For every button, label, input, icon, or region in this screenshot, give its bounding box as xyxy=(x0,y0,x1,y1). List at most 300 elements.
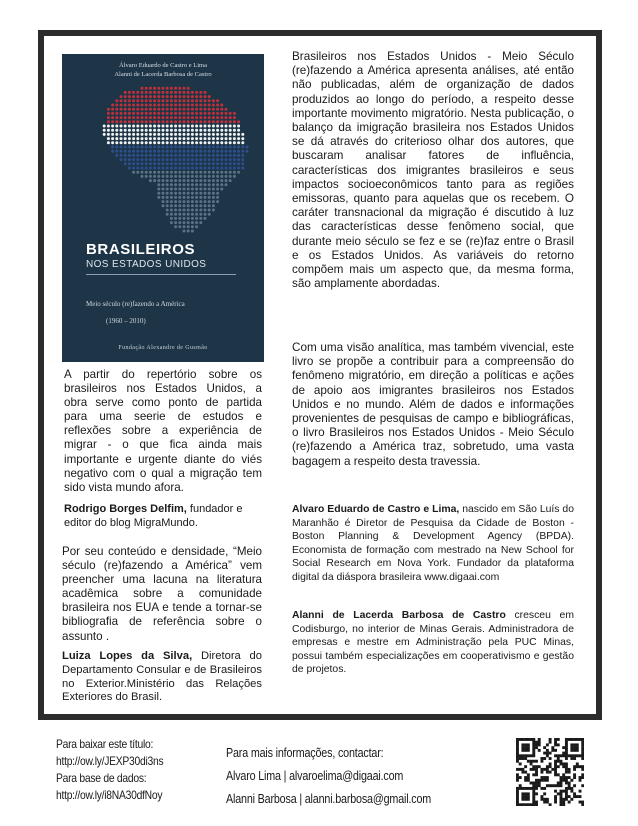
qr-module xyxy=(573,765,576,768)
map-dot xyxy=(204,183,207,186)
map-dot xyxy=(149,167,152,170)
qr-module xyxy=(581,746,584,749)
qr-module xyxy=(524,757,527,760)
map-dot xyxy=(183,192,186,195)
qr-module xyxy=(581,776,584,779)
map-dot xyxy=(107,108,110,111)
map-dot xyxy=(166,162,169,165)
map-dot xyxy=(136,129,139,132)
map-dot xyxy=(187,146,190,149)
map-dot xyxy=(204,171,207,174)
map-dot xyxy=(145,91,148,94)
map-dot xyxy=(208,120,211,123)
map-dot xyxy=(178,221,181,224)
map-dot xyxy=(124,116,127,119)
map-dot xyxy=(174,137,177,140)
map-dot xyxy=(132,162,135,165)
qr-module xyxy=(532,787,535,790)
map-dot xyxy=(216,133,219,136)
map-dot xyxy=(187,133,190,136)
qr-module xyxy=(532,765,535,768)
map-dot xyxy=(225,158,228,161)
map-dot xyxy=(204,167,207,170)
map-dot xyxy=(162,167,165,170)
qr-module xyxy=(554,768,557,771)
qr-module xyxy=(549,757,552,760)
qr-module xyxy=(527,776,530,779)
map-dot xyxy=(204,200,207,203)
map-dot xyxy=(183,129,186,132)
qr-module xyxy=(576,754,579,757)
qr-module xyxy=(573,749,576,752)
map-dot xyxy=(157,167,160,170)
map-dot xyxy=(153,99,156,102)
map-dot xyxy=(204,192,207,195)
map-dot xyxy=(149,133,152,136)
map-dot xyxy=(115,141,118,144)
map-dot xyxy=(191,137,194,140)
cover-divider xyxy=(86,274,236,275)
map-dot xyxy=(191,230,194,233)
map-dot xyxy=(145,125,148,128)
map-dot xyxy=(162,162,165,165)
map-dot xyxy=(191,91,194,94)
contact-alanni[interactable]: Alanni Barbosa | alanni.barbosa@gmail.com xyxy=(226,792,432,806)
qr-module xyxy=(527,738,530,741)
qr-module xyxy=(521,771,524,774)
map-dot xyxy=(141,158,144,161)
qr-module xyxy=(565,749,568,752)
map-dot xyxy=(216,150,219,153)
map-dot xyxy=(204,146,207,149)
map-dot xyxy=(187,141,190,144)
qr-module xyxy=(562,773,565,776)
qr-module xyxy=(568,776,571,779)
map-dot xyxy=(170,200,173,203)
qr-module xyxy=(535,787,538,790)
map-dot xyxy=(136,125,139,128)
map-dot xyxy=(157,192,160,195)
map-dot xyxy=(233,175,236,178)
map-dot xyxy=(128,133,131,136)
map-dot xyxy=(149,120,152,123)
qr-module xyxy=(565,790,568,793)
qr-module xyxy=(530,803,533,806)
map-dot xyxy=(141,146,144,149)
qr-module xyxy=(540,787,543,790)
map-dot xyxy=(120,133,123,136)
qr-module xyxy=(568,768,571,771)
map-dot xyxy=(225,125,228,128)
map-dot xyxy=(174,192,177,195)
map-dot xyxy=(183,108,186,111)
map-dot xyxy=(225,179,228,182)
qr-module xyxy=(540,757,543,760)
map-dot xyxy=(187,225,190,228)
qr-module xyxy=(565,741,568,744)
map-dot xyxy=(149,99,152,102)
map-dot xyxy=(183,217,186,220)
qr-module xyxy=(527,749,530,752)
map-dot xyxy=(237,146,240,149)
map-dot xyxy=(170,209,173,212)
qr-module xyxy=(560,762,563,765)
quote-delfim: A partir do repertório sobre os brasileiros nos Estados Unidos, a obra serve como ponto de partida para uma seerie de estudos e reflexões sobre a experiência de migrar - o que fica ainda mais importante e urgente diante do viés negativo com o qual a migração tem sido vista mundo afora. xyxy=(64,368,262,494)
map-dot xyxy=(178,196,181,199)
qr-module xyxy=(519,784,522,787)
map-dot xyxy=(103,125,106,128)
map-dot xyxy=(145,95,148,98)
map-dot xyxy=(220,188,223,191)
map-dot xyxy=(111,133,114,136)
map-dot xyxy=(153,137,156,140)
map-dot xyxy=(187,99,190,102)
qr-module xyxy=(516,773,519,776)
map-dot xyxy=(237,133,240,136)
map-dot xyxy=(157,141,160,144)
qr-module xyxy=(521,749,524,752)
map-dot xyxy=(225,108,228,111)
map-dot xyxy=(183,146,186,149)
map-dot xyxy=(183,230,186,233)
qr-module xyxy=(560,754,563,757)
map-dot xyxy=(220,179,223,182)
qr-module xyxy=(535,779,538,782)
map-dot xyxy=(162,183,165,186)
qr-module xyxy=(532,741,535,744)
map-dot xyxy=(229,162,232,165)
map-dot xyxy=(153,91,156,94)
map-dot xyxy=(191,213,194,216)
qr-module xyxy=(562,752,565,755)
map-dot xyxy=(187,91,190,94)
map-dot xyxy=(149,162,152,165)
map-dot xyxy=(166,158,169,161)
qr-module xyxy=(546,801,549,804)
qr-module xyxy=(530,738,533,741)
contact-alvaro[interactable]: Alvaro Lima | alvaroelima@digaai.com xyxy=(226,769,404,783)
map-dot xyxy=(120,146,123,149)
map-dot xyxy=(229,146,232,149)
map-dot xyxy=(174,104,177,107)
map-dot xyxy=(199,158,202,161)
map-dot xyxy=(124,133,127,136)
qr-module xyxy=(543,801,546,804)
map-dot xyxy=(170,188,173,191)
qr-module xyxy=(549,803,552,806)
map-dot xyxy=(208,213,211,216)
map-dot xyxy=(199,183,202,186)
map-dot xyxy=(111,116,114,119)
map-dot xyxy=(237,167,240,170)
map-dot xyxy=(153,125,156,128)
map-dot xyxy=(195,192,198,195)
map-dot xyxy=(178,188,181,191)
qr-module xyxy=(565,757,568,760)
database-link[interactable]: http://ow.ly/i8NA30dfNoy xyxy=(56,788,163,802)
map-dot xyxy=(132,137,135,140)
map-dot xyxy=(170,137,173,140)
map-dot xyxy=(157,150,160,153)
map-dot xyxy=(157,158,160,161)
map-dot xyxy=(157,171,160,174)
map-dot xyxy=(153,112,156,115)
map-dot xyxy=(153,179,156,182)
map-dot xyxy=(208,99,211,102)
map-dot xyxy=(162,171,165,174)
qr-module xyxy=(546,752,549,755)
map-dot xyxy=(212,116,215,119)
map-dot xyxy=(216,108,219,111)
map-dot xyxy=(208,125,211,128)
map-dot xyxy=(174,150,177,153)
map-dot xyxy=(178,87,181,90)
description-paragraph-1: Brasileiros nos Estados Unidos - Meio Século (re)fazendo a América apresenta análises, até então não publicadas, além de organização de dados produzidos ao longo do período, a respeito desse importante movimento migratório. Nesta publicação, o balanço da imigração brasileira nos Estados Unidos se dá através do criterioso olhar dos autores, que buscaram analisar fatores de influência, características dos imigrantes brasileiros e seus impactos socioeconômicos tanto para as regiões emissoras, quanto para aquelas que os recebem. O caráter transnacional da migração é discutido à luz das características desse fenômeno social, que durante meio século se fez e se (re)faz entre o Brasil e os Estados Unidos. As variáveis do retorno compõem mais um aspecto que, da mesma forma, são amplamente abordadas. xyxy=(292,50,574,291)
map-dot xyxy=(157,116,160,119)
qr-module xyxy=(527,803,530,806)
map-dot xyxy=(191,209,194,212)
map-dot xyxy=(120,95,123,98)
map-dot xyxy=(191,125,194,128)
map-dot xyxy=(124,108,127,111)
map-dot xyxy=(145,154,148,157)
map-dot xyxy=(212,179,215,182)
map-dot xyxy=(237,120,240,123)
map-dot xyxy=(145,137,148,140)
map-dot xyxy=(174,167,177,170)
map-dot xyxy=(157,125,160,128)
qr-module xyxy=(576,743,579,746)
qr-code-icon[interactable] xyxy=(516,738,584,806)
qr-module xyxy=(568,795,571,798)
map-dot xyxy=(166,188,169,191)
map-dot xyxy=(124,125,127,128)
qr-module xyxy=(538,743,541,746)
map-dot xyxy=(204,162,207,165)
map-dot xyxy=(191,188,194,191)
qr-module xyxy=(532,784,535,787)
qr-module xyxy=(521,787,524,790)
qr-module xyxy=(535,803,538,806)
map-dot xyxy=(136,112,139,115)
map-dot xyxy=(220,175,223,178)
qr-module xyxy=(521,746,524,749)
map-dot xyxy=(204,133,207,136)
map-dot xyxy=(157,112,160,115)
map-dot xyxy=(187,154,190,157)
qr-module xyxy=(540,771,543,774)
qr-module xyxy=(573,773,576,776)
qr-module xyxy=(546,754,549,757)
map-dot xyxy=(124,162,127,165)
download-link[interactable]: http://ow.ly/JEXP30di3ns xyxy=(56,754,164,768)
qr-module xyxy=(532,746,535,749)
map-dot xyxy=(208,171,211,174)
qr-module xyxy=(581,773,584,776)
qr-module xyxy=(516,798,519,801)
map-dot xyxy=(187,209,190,212)
map-dot xyxy=(191,108,194,111)
map-dot xyxy=(191,154,194,157)
map-dot xyxy=(124,112,127,115)
qr-module xyxy=(573,738,576,741)
qr-module xyxy=(570,790,573,793)
map-dot xyxy=(195,154,198,157)
map-dot xyxy=(162,200,165,203)
map-dot xyxy=(220,146,223,149)
map-dot xyxy=(216,192,219,195)
map-dot xyxy=(166,108,169,111)
map-dot xyxy=(195,196,198,199)
qr-module xyxy=(516,754,519,757)
map-dot xyxy=(212,183,215,186)
map-dot xyxy=(187,196,190,199)
map-dot xyxy=(111,146,114,149)
map-dot xyxy=(136,137,139,140)
brazil-map-flag-illustration xyxy=(62,54,264,362)
qr-module xyxy=(557,757,560,760)
map-dot xyxy=(149,146,152,149)
map-dot xyxy=(195,188,198,191)
qr-module xyxy=(579,765,582,768)
map-dot xyxy=(178,150,181,153)
qr-module xyxy=(527,792,530,795)
map-dot xyxy=(199,120,202,123)
map-dot xyxy=(170,192,173,195)
map-dot xyxy=(195,162,198,165)
map-dot xyxy=(128,150,131,153)
map-dot xyxy=(141,108,144,111)
map-dot xyxy=(128,104,131,107)
map-dot xyxy=(199,99,202,102)
map-dot xyxy=(132,167,135,170)
qr-module xyxy=(562,790,565,793)
map-dot xyxy=(149,104,152,107)
map-dot xyxy=(128,146,131,149)
map-dot xyxy=(183,116,186,119)
map-dot xyxy=(199,167,202,170)
cover-publisher: Fundação Alexandre de Gusmão xyxy=(118,345,208,351)
map-dot xyxy=(187,188,190,191)
qr-module xyxy=(562,798,565,801)
qr-module xyxy=(527,798,530,801)
map-dot xyxy=(178,133,181,136)
map-dot xyxy=(183,87,186,90)
map-dot xyxy=(115,146,118,149)
qr-module xyxy=(516,801,519,804)
map-dot xyxy=(204,95,207,98)
map-dot xyxy=(145,162,148,165)
map-dot xyxy=(170,141,173,144)
qr-module xyxy=(562,754,565,757)
qr-module xyxy=(524,798,527,801)
map-dot xyxy=(191,221,194,224)
map-dot xyxy=(115,133,118,136)
map-dot xyxy=(191,95,194,98)
map-dot xyxy=(183,204,186,207)
map-dot xyxy=(149,150,152,153)
map-dot xyxy=(166,91,169,94)
qr-module xyxy=(573,743,576,746)
map-dot xyxy=(220,129,223,132)
map-dot xyxy=(237,150,240,153)
qr-module xyxy=(581,741,584,744)
map-dot xyxy=(187,179,190,182)
map-dot xyxy=(153,150,156,153)
map-dot xyxy=(187,116,190,119)
map-dot xyxy=(170,133,173,136)
map-dot xyxy=(195,95,198,98)
map-dot xyxy=(191,183,194,186)
map-dot xyxy=(149,87,152,90)
map-dot xyxy=(132,116,135,119)
map-dot xyxy=(162,87,165,90)
qr-module xyxy=(546,784,549,787)
map-dot xyxy=(229,120,232,123)
map-dot xyxy=(204,209,207,212)
map-dot xyxy=(170,158,173,161)
map-dot xyxy=(183,120,186,123)
qr-module xyxy=(579,738,582,741)
map-dot xyxy=(199,217,202,220)
qr-module xyxy=(557,782,560,785)
map-dot xyxy=(178,171,181,174)
map-dot xyxy=(174,91,177,94)
map-dot xyxy=(204,217,207,220)
qr-module xyxy=(554,754,557,757)
qr-module xyxy=(565,795,568,798)
map-dot xyxy=(212,112,215,115)
map-dot xyxy=(174,225,177,228)
map-dot xyxy=(153,146,156,149)
map-dot xyxy=(174,179,177,182)
map-dot xyxy=(183,158,186,161)
map-dot xyxy=(115,154,118,157)
map-dot xyxy=(162,196,165,199)
map-dot xyxy=(178,200,181,203)
qr-module xyxy=(554,741,557,744)
map-dot xyxy=(233,129,236,132)
qr-module xyxy=(546,765,549,768)
map-dot xyxy=(208,112,211,115)
qr-module xyxy=(551,784,554,787)
map-dot xyxy=(204,129,207,132)
map-dot xyxy=(204,213,207,216)
qr-module xyxy=(579,754,582,757)
map-dot xyxy=(120,120,123,123)
qr-module xyxy=(568,787,571,790)
map-dot xyxy=(178,116,181,119)
map-dot xyxy=(191,171,194,174)
qr-module xyxy=(568,782,571,785)
map-dot xyxy=(204,120,207,123)
qr-module xyxy=(540,768,543,771)
map-dot xyxy=(157,154,160,157)
map-dot xyxy=(145,112,148,115)
map-dot xyxy=(212,108,215,111)
qr-module xyxy=(524,754,527,757)
map-dot xyxy=(212,150,215,153)
map-dot xyxy=(195,158,198,161)
map-dot xyxy=(195,204,198,207)
map-dot xyxy=(233,154,236,157)
qr-module xyxy=(581,757,584,760)
map-dot xyxy=(233,171,236,174)
map-dot xyxy=(128,141,131,144)
qr-module xyxy=(535,792,538,795)
map-dot xyxy=(187,200,190,203)
map-dot xyxy=(178,95,181,98)
